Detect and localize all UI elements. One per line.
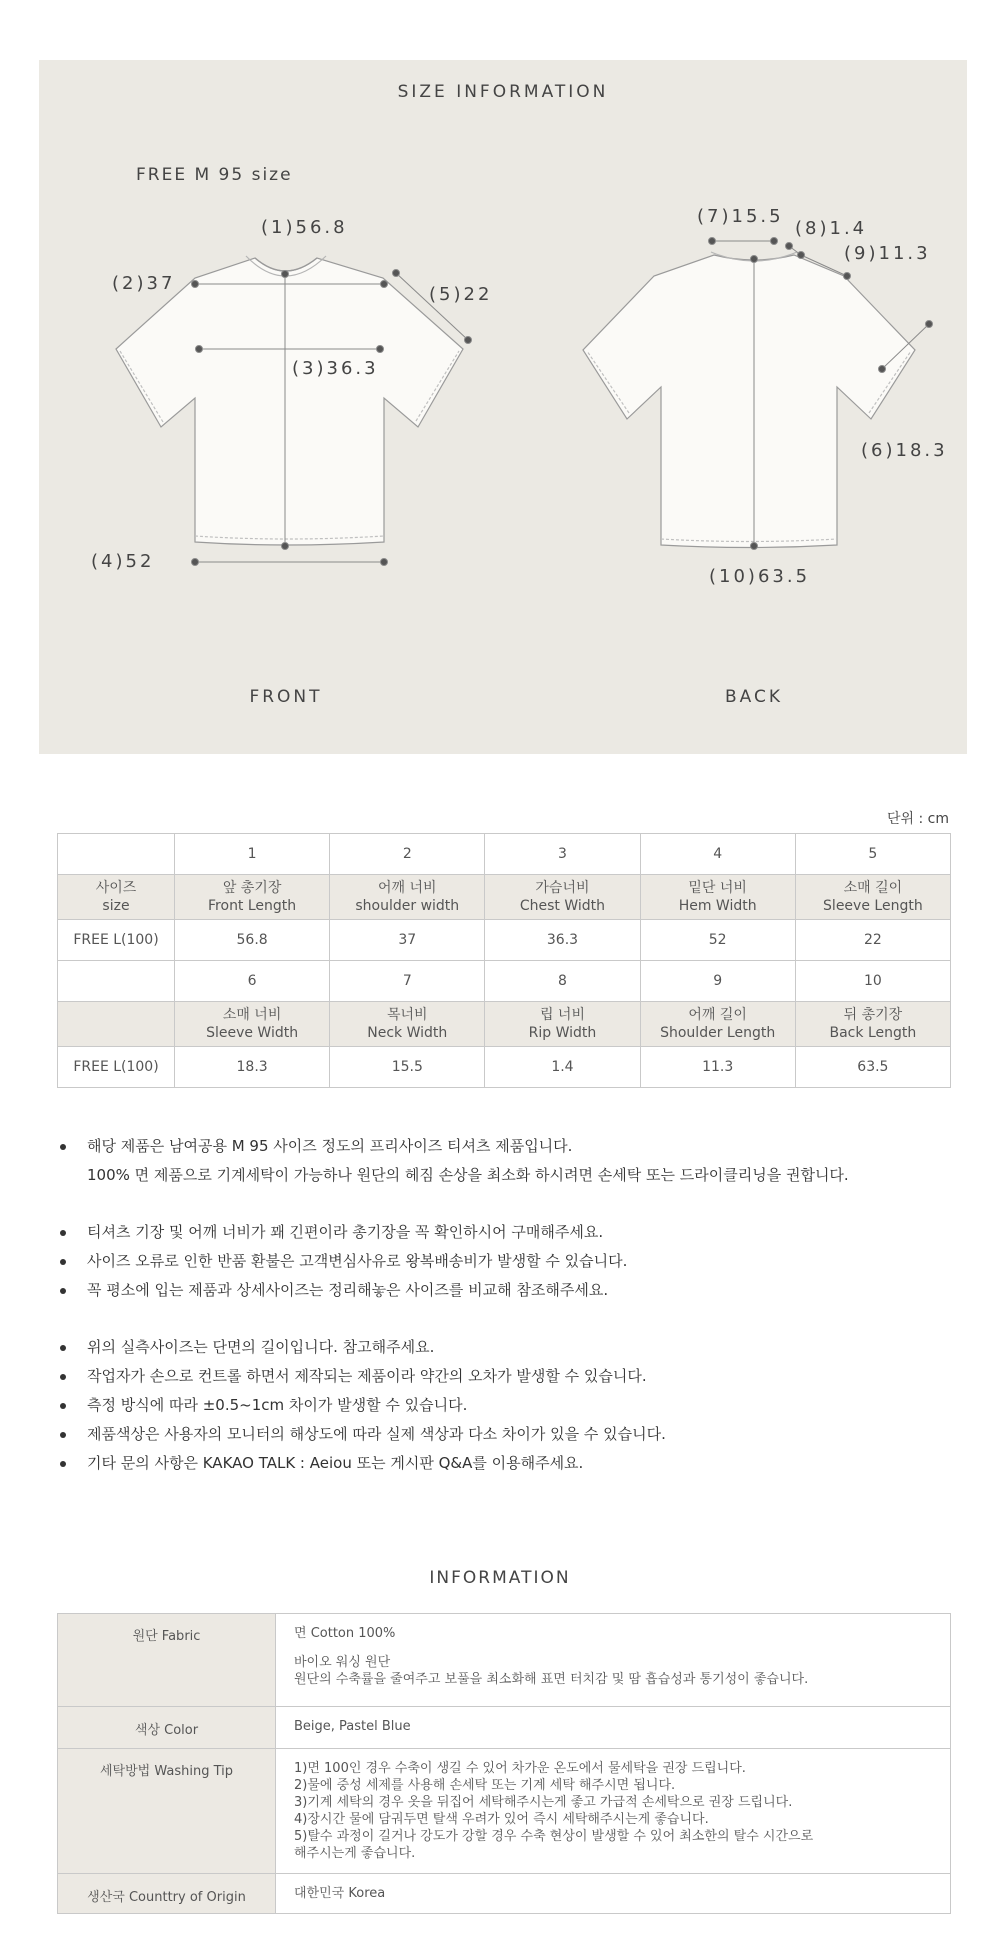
information-table — [57, 1613, 951, 1914]
size-information-panel — [39, 60, 967, 754]
table-row — [58, 1874, 951, 1914]
measure-label-5: (5)22 — [429, 284, 493, 305]
label-en: Back Length — [829, 1025, 917, 1041]
table-cell — [58, 961, 175, 1002]
table-cell: 15.5 — [330, 1047, 485, 1088]
table-header-cell — [485, 1002, 640, 1047]
table-cell: 9 — [640, 961, 795, 1002]
row-label-cell: FREE L(100) — [58, 920, 175, 961]
label-ko: 소매 길이 — [843, 880, 903, 896]
table-row — [58, 834, 951, 875]
origin-value: 대한민국 Korea — [276, 1874, 951, 1914]
note-text: 제품색상은 사용자의 모니터의 해상도에 따라 실제 색상과 다소 차이가 있을 수 있습니다. — [87, 1425, 666, 1443]
note-item — [57, 1218, 957, 1247]
measure-label-6: (6)18.3 — [861, 440, 948, 461]
table-header-cell — [175, 1002, 330, 1047]
measure-label-3: (3)36.3 — [292, 358, 379, 379]
color-label: 색상 Color — [58, 1707, 276, 1749]
bullet-icon — [60, 1374, 66, 1380]
bullet-icon — [60, 1461, 66, 1467]
table-header-cell — [485, 875, 640, 920]
table-header-cell — [795, 875, 950, 920]
table-cell: 56.8 — [175, 920, 330, 961]
label-en: Hem Width — [678, 898, 757, 914]
table-cell: 10 — [795, 961, 950, 1002]
table-header-cell — [640, 875, 795, 920]
table-row — [58, 961, 951, 1002]
bullet-icon — [60, 1230, 66, 1236]
unit-label: 단위 : cm — [886, 811, 949, 827]
table-cell: 6 — [175, 961, 330, 1002]
measure-label-10: (10)63.5 — [709, 566, 811, 587]
fabric-label: 원단 Fabric — [58, 1614, 276, 1707]
note-item — [57, 1161, 957, 1190]
washing-line: 3)기계 세탁의 경우 옷을 뒤집어 세탁해주시는게 좋고 가급적 손세탁으로 권장 드립니다. — [294, 1795, 793, 1810]
table-cell: 63.5 — [795, 1047, 950, 1088]
color-value: Beige, Pastel Blue — [276, 1707, 951, 1749]
table-cell: 22 — [795, 920, 950, 961]
front-tshirt-drawing — [116, 256, 463, 545]
label-en: Shoulder Length — [660, 1025, 776, 1041]
product-notes — [57, 1132, 957, 1478]
bullet-icon — [60, 1403, 66, 1409]
label-ko: 뒤 총기장 — [843, 1007, 903, 1023]
label-en: Front Length — [208, 898, 297, 914]
note-text: 해당 제품은 남여공용 M 95 사이즈 정도의 프리사이즈 티셔츠 제품입니다. — [87, 1137, 573, 1155]
table-cell: 2 — [330, 834, 485, 875]
table-cell — [58, 834, 175, 875]
table-cell: 11.3 — [640, 1047, 795, 1088]
table-cell: 1.4 — [485, 1047, 640, 1088]
note-item — [57, 1132, 957, 1161]
fabric-sub1: 바이오 워싱 원단 — [294, 1655, 391, 1670]
note-text: 꼭 평소에 입는 제품과 상세사이즈는 정리해놓은 사이즈를 비교해 참조해주세요. — [87, 1281, 609, 1299]
front-label: FRONT — [249, 687, 323, 707]
back-label: BACK — [724, 687, 783, 707]
table-cell: 4 — [640, 834, 795, 875]
label-ko: 밑단 너비 — [688, 880, 747, 896]
note-text: 사이즈 오류로 인한 반품 환불은 고객변심사유로 왕복배송비가 발생할 수 있습니다. — [87, 1252, 628, 1270]
table-cell: 1 — [175, 834, 330, 875]
note-text: 작업자가 손으로 컨트롤 하면서 제작되는 제품이라 약간의 오차가 발생할 수 있습니다. — [87, 1367, 647, 1385]
note-text: 측정 방식에 따라 ±0.5~1cm 차이가 발생할 수 있습니다. — [87, 1396, 468, 1414]
origin-label: 생산국 Counttry of Origin — [58, 1874, 276, 1914]
table-row — [58, 1002, 951, 1047]
washing-value-cell — [276, 1749, 951, 1874]
size-information-title: SIZE INFORMATION — [397, 82, 609, 102]
table-header-cell — [58, 875, 175, 920]
washing-line: 4)장시간 물에 담궈두면 탈색 우려가 있어 즉시 세탁해주시는게 좋습니다. — [294, 1812, 709, 1827]
note-item — [57, 1449, 957, 1478]
label-ko: 목너비 — [386, 1007, 428, 1023]
bullet-icon — [60, 1345, 66, 1351]
note-item — [57, 1420, 957, 1449]
note-item — [57, 1362, 957, 1391]
note-item — [57, 1276, 957, 1305]
bullet-icon — [60, 1432, 66, 1438]
table-cell: 3 — [485, 834, 640, 875]
back-tshirt-drawing — [583, 252, 915, 548]
table-cell: 7 — [330, 961, 485, 1002]
table-row — [58, 1047, 951, 1088]
table-row — [58, 875, 951, 920]
label-en: Sleeve Length — [823, 898, 923, 914]
washing-label: 세탁방법 Washing Tip — [58, 1749, 276, 1874]
measure-label-9: (9)11.3 — [844, 243, 931, 264]
washing-line: 5)탈수 과정이 길거나 강도가 강할 경우 수축 현상이 발생할 수 있어 최소한의 탈수 시간으로 — [294, 1829, 814, 1844]
label-en: Rip Width — [528, 1025, 597, 1041]
label-en: Neck Width — [367, 1025, 448, 1041]
tshirt-diagram — [39, 60, 967, 754]
table-cell: 37 — [330, 920, 485, 961]
washing-line: 해주시는게 좋습니다. — [294, 1846, 416, 1861]
label-ko: 어깨 길이 — [688, 1007, 747, 1023]
table-cell: 36.3 — [485, 920, 640, 961]
label-en: shoulder width — [355, 898, 460, 914]
bullet-icon — [60, 1259, 66, 1265]
note-text: 100% 면 제품으로 기계세탁이 가능하나 원단의 헤짐 손상을 최소화 하시려면 손세탁 또는 드라이클리닝을 권합니다. — [87, 1166, 849, 1184]
washing-line: 1)면 100인 경우 수축이 생길 수 있어 차가운 온도에서 물세탁을 권장 드립니다. — [294, 1761, 746, 1776]
size-head-en: size — [102, 898, 130, 914]
bullet-icon — [60, 1288, 66, 1294]
bullet-icon — [60, 1144, 66, 1150]
table-header-cell — [330, 1002, 485, 1047]
table-header-cell — [175, 875, 330, 920]
size-head-ko: 사이즈 — [95, 880, 137, 896]
free-size-label: FREE M 95 size — [136, 165, 293, 185]
information-title: INFORMATION — [429, 1568, 571, 1588]
note-text: 티셔츠 기장 및 어깨 너비가 꽤 긴편이라 총기장을 꼭 확인하시어 구매해주세요. — [87, 1223, 604, 1241]
label-ko: 앞 총기장 — [222, 880, 282, 896]
label-ko: 립 너비 — [539, 1007, 585, 1023]
washing-line: 2)물에 중성 세제를 사용해 손세탁 또는 기계 세탁 해주시면 됩니다. — [294, 1778, 676, 1793]
note-item — [57, 1247, 957, 1276]
table-cell: 52 — [640, 920, 795, 961]
table-header-cell — [58, 1002, 175, 1047]
label-en: Sleeve Width — [206, 1025, 299, 1041]
table-cell: 18.3 — [175, 1047, 330, 1088]
note-text: 위의 실측사이즈는 단면의 길이입니다. 참고해주세요. — [87, 1338, 435, 1356]
fabric-value-cell — [276, 1614, 951, 1707]
measure-label-8: (8)1.4 — [795, 218, 868, 239]
table-row — [58, 1749, 951, 1874]
label-ko: 어깨 너비 — [378, 880, 437, 896]
measure-label-4: (4)52 — [91, 551, 155, 572]
note-item — [57, 1333, 957, 1362]
table-header-cell — [640, 1002, 795, 1047]
note-item — [57, 1391, 957, 1420]
fabric-sub2: 원단의 수축률을 줄여주고 보풀을 최소화해 표면 터치감 및 땀 흡습성과 통기성이 좋습니다. — [294, 1672, 809, 1687]
table-header-cell — [330, 875, 485, 920]
label-ko: 소매 너비 — [222, 1007, 282, 1023]
label-en: Chest Width — [519, 898, 606, 914]
table-header-cell — [795, 1002, 950, 1047]
table-cell: 5 — [795, 834, 950, 875]
measure-label-2: (2)37 — [112, 273, 176, 294]
fabric-value: 면 Cotton 100% — [294, 1626, 396, 1641]
table-row — [58, 920, 951, 961]
label-ko: 가슴너비 — [535, 880, 590, 896]
row-label-cell: FREE L(100) — [58, 1047, 175, 1088]
note-text: 기타 문의 사항은 KAKAO TALK : Aeiou 또는 게시판 Q&A를 이용해주세요. — [87, 1454, 584, 1472]
table-row — [58, 1707, 951, 1749]
measure-label-1: (1)56.8 — [261, 217, 348, 238]
table-row — [58, 1614, 951, 1707]
size-table — [57, 833, 951, 1088]
table-cell: 8 — [485, 961, 640, 1002]
measure-label-7: (7)15.5 — [697, 206, 784, 227]
